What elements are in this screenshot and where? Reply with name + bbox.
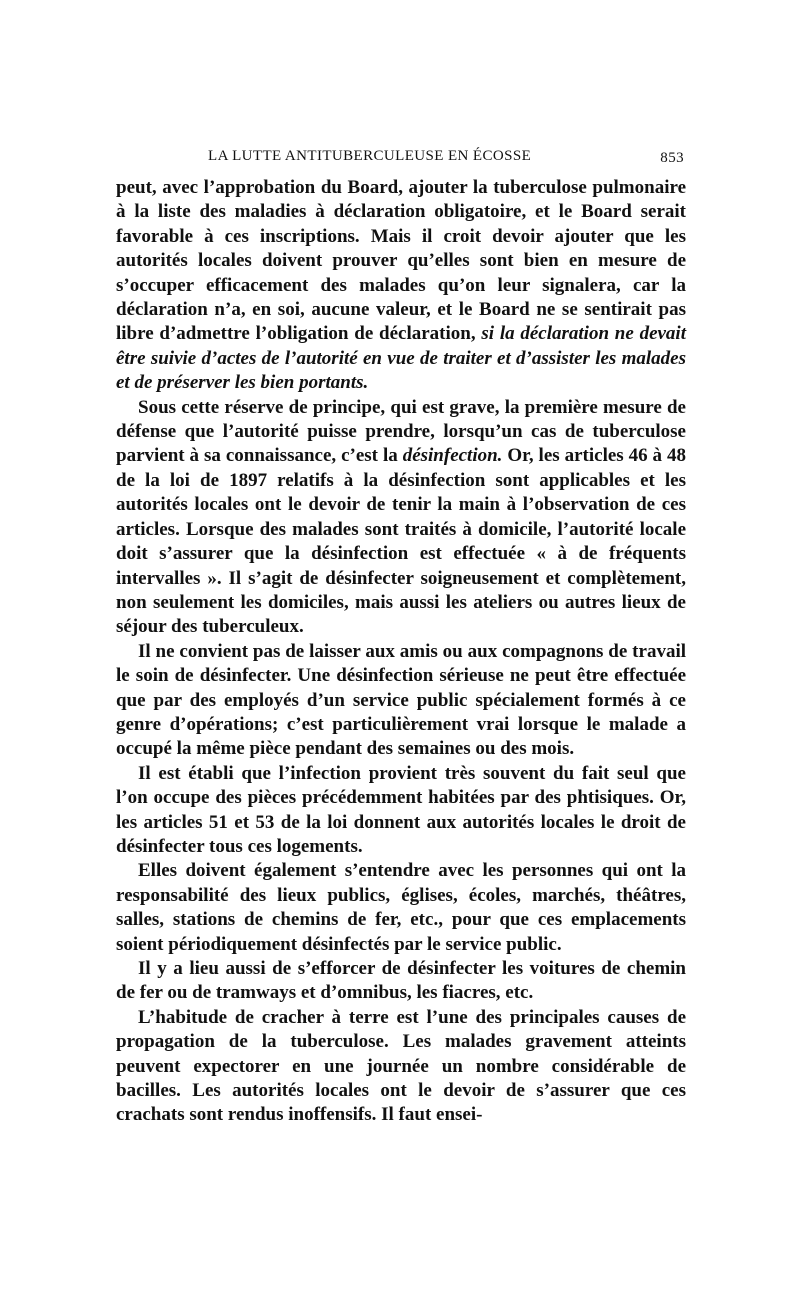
page-number: 853 <box>660 150 684 166</box>
paragraph-4: Il est établi que l’infection provient très souvent du fait seul que l’on occupe des pièces précédemment habitées par des phtisiques. Or, les articles 51 et 53 de la loi donnent aux autorités locales le droit de désinfecter tous ces logements. <box>116 762 686 857</box>
paragraph-6: Il y a lieu aussi de s’efforcer de désinfecter les voitures de chemin de fer ou de tramways et d’omnibus, les fiacres, etc. <box>116 958 686 1004</box>
paragraph-3: Il ne convient pas de laisser aux amis ou aux compagnons de travail le soin de désinfecter. Une désinfection sérieuse ne peut être effectuée que par des employés d’un service public spécialement formés à ce genre d’opérations; c’est particulièrement vrai lorsque le malade a occupé la même pièce pendant des semaines ou des mois. <box>116 640 686 760</box>
paragraph-2-text-end: Or, les articles 46 à 48 de la loi de 1897 relatifs à la désinfection sont applicables et les autorités locales ont le devoir de tenir la main à l’observation de ces articles. Lorsque des malades sont traités à domicile, l’autorité locale doit s’assurer que la désinfection est effectuée « à de fréquents intervalles ». Il s’agit de désinfecter soigneusement et complètement, non seulement les domiciles, mais aussi les ateliers ou autres lieux de séjour des tuberculeux. <box>116 445 687 638</box>
paragraph-2-text-start: Sous cette réserve de principe, qui est grave, la première mesure de défense que l’autorité puisse prendre, lorsqu’un cas de tuberculose parvient à sa connaissance, c’est la <box>116 396 686 467</box>
paragraph-7: L’habitude de cracher à terre est l’une des principales causes de propagation de la tuberculose. Les malades gravement atteints peuvent expectorer en une journée un nombre considérable de bacilles. Les autorités locales ont le devoir de s’assurer que ces crachats sont rendus inoffensifs. Il faut ensei- <box>116 1006 686 1126</box>
paragraph-2 <box>116 396 686 640</box>
paragraph-1-italic-text: si la déclaration ne devait être suivie d’actes de l’autorité en vue de traiter et d’assister les malades et de préserver les bien portants. <box>116 323 686 394</box>
book-page <box>116 140 686 1128</box>
body-text <box>116 176 686 1128</box>
paragraph-5: Elles doivent également s’entendre avec les personnes qui ont la responsabilité des lieux publics, églises, écoles, marchés, théâtres, salles, stations de chemins de fer, etc., pour que ces emplacements soient périodiquement désinfectés par le service public. <box>116 860 686 955</box>
paragraph-2-italic-text: désinfection. <box>402 445 503 467</box>
paragraph-1-text: peut, avec l’approbation du Board, ajouter la tuberculose pulmonaire à la liste des maladies à déclaration obligatoire, et le Board serait favorable à ces inscriptions. Mais il croit devoir ajouter que les autorités locales doivent prouver qu’elles sont bien en mesure de s’occuper efficacement des malades qu’on leur signalera, car la déclaration n’a, en soi, aucune valeur, et le Board ne se sentirait pas libre d’admettre l’obligation de déclaration, <box>116 177 686 345</box>
running-title: LA LUTTE ANTITUBERCULEUSE EN ÉCOSSE <box>208 148 532 164</box>
paragraph-1 <box>116 176 686 396</box>
running-header <box>116 140 686 176</box>
